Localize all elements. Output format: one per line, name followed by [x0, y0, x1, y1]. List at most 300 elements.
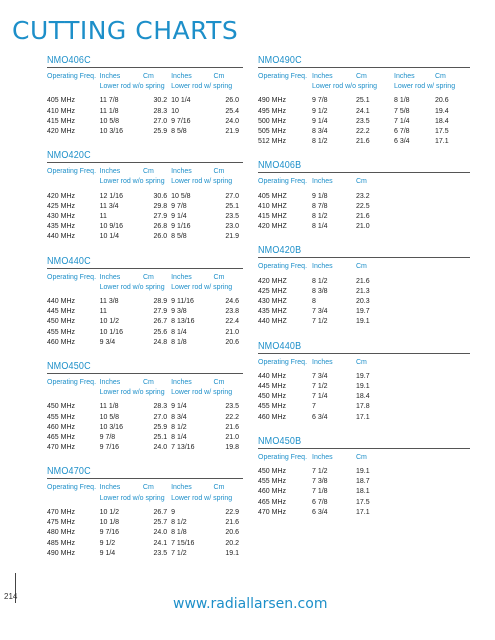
- table-cell: 405 MHz: [47, 97, 76, 105]
- table-cell: 10 1/16: [99, 328, 123, 336]
- chart-section-nmo440b: [258, 341, 470, 423]
- table-cell: 8 1/4: [171, 434, 187, 442]
- table-cell: 9 11/16: [171, 298, 194, 306]
- cutting-table: [258, 177, 394, 232]
- table-cell: 7 3/4: [312, 372, 328, 380]
- table-cell: 7 1/8: [312, 488, 328, 496]
- header-row: [258, 358, 394, 368]
- table-cell: 460 MHz: [47, 423, 76, 431]
- column-header: Operating Freq.: [47, 273, 97, 281]
- table-cell: 9 7/8: [171, 202, 187, 210]
- column-subheader: Lower rod w/o spring: [99, 494, 165, 502]
- table-row: [47, 96, 243, 106]
- table-cell: 17.8: [356, 403, 370, 411]
- table-row: [47, 328, 243, 338]
- table-cell: 19.8: [225, 444, 239, 452]
- table-row: [47, 402, 243, 412]
- table-cell: 8 1/8: [171, 529, 187, 537]
- table-row: [258, 307, 394, 317]
- table-cell: 7 1/2: [312, 318, 328, 326]
- table-cell: 10 1/2: [99, 318, 120, 326]
- column-header: Cm: [142, 168, 154, 176]
- table-cell: 505 MHz: [258, 128, 287, 136]
- table-cell: 25.1: [153, 434, 168, 442]
- table-cell: 25.7: [153, 519, 168, 527]
- cutting-table: [47, 273, 243, 348]
- subheader-row: [47, 388, 243, 398]
- table-cell: 23.5: [356, 117, 370, 125]
- table-cell: 25.1: [225, 202, 239, 210]
- section-title-text: NMO440B: [258, 340, 302, 352]
- header-row: [258, 72, 470, 82]
- column-subheader: [258, 82, 312, 92]
- column-header: Operating Freq.: [258, 178, 308, 186]
- table-row: [258, 117, 470, 127]
- table-cell: 23.8: [225, 308, 239, 316]
- table-row: [258, 402, 394, 412]
- table-cell: 8 1/4: [312, 223, 328, 231]
- section-title: [47, 55, 243, 68]
- table-row: [258, 107, 470, 117]
- table-cell: 420 MHZ: [258, 277, 287, 285]
- table-cell: 9 1/4: [171, 213, 187, 221]
- table-cell: 19.1: [356, 468, 370, 476]
- website-link[interactable]: www.radiallarsen.com: [173, 596, 328, 612]
- table-cell: 30.2: [153, 97, 168, 105]
- column-header: Cm: [356, 73, 367, 80]
- column-header: Cm: [142, 73, 154, 80]
- column-header: Operating Freq.: [47, 168, 97, 176]
- table-cell: 475 MHz: [47, 519, 76, 527]
- table-row: [47, 508, 243, 518]
- table-cell: 440 MHz: [47, 233, 76, 241]
- table-cell: 28.3: [153, 107, 168, 115]
- table-cell: 21.6: [225, 519, 239, 527]
- table-cell: 415 MHz: [47, 117, 76, 125]
- section-title: [47, 150, 243, 163]
- table-cell: 8 7/8: [312, 202, 328, 210]
- column-subheader: [47, 177, 100, 187]
- table-cell: 27.0: [153, 117, 168, 125]
- table-cell: 24.1: [153, 539, 168, 547]
- column-header: Operating Freq.: [47, 73, 97, 80]
- table-cell: 25.9: [153, 128, 168, 136]
- column-header: Cm: [435, 73, 446, 80]
- table-cell: 17.1: [435, 138, 449, 146]
- table-cell: 11 7/8: [99, 97, 119, 105]
- section-title-text: NMO470C: [47, 466, 91, 478]
- table-cell: 18.7: [356, 478, 370, 486]
- table-cell: 21.6: [356, 213, 370, 221]
- column-header: Inches: [171, 168, 192, 176]
- column-subheader: Lower rod w/ spring: [171, 494, 233, 502]
- table-cell: 460 MHz: [258, 488, 287, 496]
- table-cell: 21.9: [225, 233, 239, 241]
- table-cell: 420 MHz: [47, 192, 76, 200]
- table-cell: 420 MHz: [47, 128, 76, 136]
- section-title-text: NMO420C: [47, 150, 91, 162]
- table-row: [47, 413, 243, 423]
- table-row: [47, 192, 243, 202]
- table-cell: 20.3: [356, 298, 370, 306]
- table-row: [47, 317, 243, 327]
- table-cell: 10 9/16: [99, 223, 123, 231]
- column-subheader: Lower rod w/ spring: [171, 178, 233, 186]
- table-cell: 18.4: [435, 117, 449, 125]
- table-cell: 9 1/8: [312, 192, 328, 200]
- column-header: Cm: [213, 484, 225, 492]
- table-cell: 460 MHz: [47, 338, 76, 346]
- table-cell: 22.2: [225, 413, 239, 421]
- subheader-row: [258, 82, 470, 92]
- column-header: Inches: [312, 73, 333, 80]
- column-subheader: Lower rod w/ spring: [171, 283, 233, 291]
- table-cell: 8 1/2: [171, 519, 187, 527]
- table-cell: 23.0: [225, 223, 239, 231]
- column-header: Operating Freq.: [258, 453, 308, 461]
- table-cell: 7 1/2: [171, 549, 187, 557]
- table-cell: 8 3/8: [312, 287, 328, 295]
- cutting-table: [258, 72, 470, 147]
- column-header: Cm: [356, 358, 367, 366]
- table-row: [47, 127, 243, 137]
- column-subheader: Lower rod w/ spring: [171, 83, 233, 91]
- table-cell: 445 MHz: [47, 308, 76, 316]
- table-cell: 8 1/2: [312, 213, 328, 221]
- table-row: [258, 477, 394, 487]
- table-cell: 455 MHz: [258, 403, 287, 411]
- table-cell: 11 1/8: [99, 403, 119, 411]
- chart-section-nmo470c: [47, 466, 243, 558]
- table-cell: 25.4: [225, 107, 239, 115]
- table-cell: 450 MHz: [47, 318, 76, 326]
- table-cell: 23.5: [153, 549, 168, 557]
- table-row: [258, 372, 394, 382]
- cutting-table: [47, 378, 243, 453]
- table-cell: 18.4: [356, 393, 370, 401]
- section-title: [258, 436, 470, 449]
- table-cell: 7 3/8: [312, 478, 328, 486]
- table-cell: 8 3/4: [312, 128, 328, 136]
- table-cell: 465 MHz: [258, 498, 287, 506]
- table-row: [258, 277, 394, 287]
- subheader-row: [47, 177, 243, 187]
- table-cell: 23.5: [225, 403, 239, 411]
- column-header: Cm: [213, 73, 225, 80]
- section-title-text: NMO440C: [47, 255, 91, 267]
- table-cell: 9 1/4: [171, 403, 187, 411]
- column-header: Cm: [356, 263, 367, 271]
- table-cell: 7 5/8: [394, 107, 410, 115]
- table-cell: 27.9: [153, 213, 168, 221]
- header-row: [258, 262, 394, 272]
- column-header: Inches: [99, 168, 121, 176]
- table-cell: 6 3/4: [312, 508, 328, 516]
- table-cell: 8 1/8: [171, 338, 187, 346]
- table-cell: 440 MHz: [47, 298, 76, 306]
- table-cell: 25.1: [356, 97, 370, 105]
- table-cell: 26.7: [153, 508, 168, 516]
- table-cell: 430 MHz: [47, 213, 76, 221]
- table-cell: 9 1/2: [99, 539, 116, 547]
- left-column: [47, 55, 243, 572]
- table-cell: 7 15/16: [171, 539, 195, 547]
- cutting-table: [258, 453, 394, 518]
- chart-section-nmo420b: [258, 245, 470, 327]
- cutting-table: [258, 358, 394, 423]
- table-cell: 18.1: [356, 488, 370, 496]
- column-header: Inches: [171, 273, 192, 281]
- table-cell: 23.5: [225, 213, 239, 221]
- cutting-table: [47, 167, 243, 242]
- column-header: Cm: [213, 379, 225, 387]
- table-cell: 6 7/8: [312, 498, 328, 506]
- table-row: [258, 317, 394, 327]
- table-cell: 455 MHz: [258, 478, 287, 486]
- table-cell: 21.6: [225, 423, 239, 431]
- table-cell: 7 1/2: [312, 383, 328, 391]
- table-cell: 435 MHZ: [258, 308, 287, 316]
- table-cell: 415 MHZ: [258, 213, 287, 221]
- table-cell: 420 MHZ: [258, 223, 287, 231]
- table-cell: 26.0: [153, 233, 168, 241]
- table-cell: 9 7/16: [171, 117, 191, 125]
- column-header: Inches: [171, 484, 192, 492]
- column-header: Cm: [356, 178, 367, 186]
- table-cell: 22.9: [225, 508, 239, 516]
- page-number: 214: [4, 592, 18, 601]
- table-cell: 470 MHz: [258, 508, 287, 516]
- table-cell: 435 MHz: [47, 223, 76, 231]
- table-row: [258, 192, 394, 202]
- table-cell: 20.6: [435, 97, 449, 105]
- table-cell: 11 1/8: [99, 107, 119, 115]
- table-cell: 8 13/16: [171, 318, 195, 326]
- table-cell: 20.6: [225, 338, 239, 346]
- table-cell: 9 1/4: [312, 117, 328, 125]
- table-cell: 19.7: [356, 308, 370, 316]
- header-row: [47, 167, 243, 177]
- table-cell: 445 MHz: [258, 383, 287, 391]
- table-cell: 26.7: [153, 318, 168, 326]
- table-cell: 7 1/4: [312, 393, 328, 401]
- subheader-row: [47, 494, 243, 504]
- header-row: [47, 273, 243, 283]
- header-row: [47, 483, 243, 493]
- table-cell: 19.1: [356, 383, 370, 391]
- column-subheader: Lower rod w/o spring: [99, 283, 165, 291]
- table-cell: 8 5/8: [171, 128, 187, 136]
- column-header: Inches: [312, 453, 333, 461]
- column-header: Cm: [213, 168, 225, 176]
- table-cell: 20.2: [225, 539, 239, 547]
- column-header: Inches: [99, 484, 121, 492]
- section-title-text: NMO406C: [47, 55, 91, 66]
- table-cell: 9 7/8: [312, 97, 328, 105]
- table-cell: 425 MHZ: [258, 287, 287, 295]
- section-title: [47, 361, 243, 374]
- section-title-text: NMO406B: [258, 160, 302, 172]
- section-title: [258, 55, 470, 68]
- table-cell: 6 3/4: [312, 413, 328, 421]
- table-cell: 10 5/8: [99, 117, 120, 125]
- table-cell: 19.1: [225, 549, 239, 557]
- table-row: [258, 222, 394, 232]
- section-title: [47, 466, 243, 479]
- table-cell: 8 1/4: [171, 328, 187, 336]
- table-row: [47, 222, 243, 232]
- table-cell: 450 MHz: [258, 393, 287, 401]
- column-subheader: Lower rod w/ spring: [394, 83, 456, 91]
- table-cell: 512 MHz: [258, 138, 287, 146]
- table-cell: 490 MHz: [47, 549, 76, 557]
- table-cell: 27.0: [153, 413, 168, 421]
- table-cell: 9 1/4: [99, 549, 116, 557]
- table-cell: 485 MHz: [47, 539, 76, 547]
- table-row: [47, 549, 243, 559]
- table-cell: 8 1/2: [312, 138, 328, 146]
- header-row: [47, 72, 243, 82]
- table-cell: 9 1/2: [312, 107, 328, 115]
- table-cell: 9: [171, 508, 175, 516]
- table-cell: 495 MHz: [258, 107, 287, 115]
- table-row: [258, 382, 394, 392]
- column-subheader: Lower rod w/o spring: [99, 178, 165, 186]
- table-cell: 10 3/16: [99, 423, 123, 431]
- column-subheader: [47, 494, 100, 504]
- table-row: [47, 433, 243, 443]
- table-cell: 17.1: [356, 413, 370, 421]
- table-cell: 7 1/4: [394, 117, 410, 125]
- table-cell: 470 MHz: [47, 508, 76, 516]
- table-cell: 17.5: [356, 498, 370, 506]
- table-cell: 28.9: [153, 298, 168, 306]
- table-cell: 22.5: [356, 202, 370, 210]
- table-cell: 9 7/16: [99, 444, 120, 452]
- header-row: [258, 453, 394, 463]
- table-cell: 8 1/8: [394, 97, 410, 105]
- table-cell: 27.0: [225, 192, 239, 200]
- table-cell: 425 MHz: [47, 202, 76, 210]
- chart-section-nmo440c: [47, 256, 243, 348]
- table-row: [47, 539, 243, 549]
- table-cell: 21.0: [225, 434, 239, 442]
- table-cell: 21.6: [356, 277, 370, 285]
- column-header: Operating Freq.: [47, 484, 97, 492]
- table-cell: 17.5: [435, 128, 449, 136]
- table-cell: 22.2: [356, 128, 370, 136]
- column-header: Inches: [99, 379, 121, 387]
- column-header: Inches: [312, 263, 333, 271]
- section-title-text: NMO490C: [258, 55, 302, 66]
- table-cell: 10 5/8: [99, 413, 120, 421]
- table-cell: 21.9: [225, 128, 239, 136]
- chart-section-nmo406b: [258, 160, 470, 232]
- column-header: Inches: [394, 73, 415, 80]
- table-cell: 11 3/8: [99, 298, 119, 306]
- table-cell: 29.8: [153, 202, 168, 210]
- section-title: [47, 256, 243, 269]
- table-cell: 9 7/8: [99, 434, 116, 442]
- table-cell: 24.1: [356, 107, 370, 115]
- table-cell: 450 MHz: [258, 468, 287, 476]
- table-cell: 10 1/4: [171, 97, 191, 105]
- table-cell: 405 MHZ: [258, 192, 287, 200]
- table-cell: 12 1/16: [99, 192, 123, 200]
- table-row: [47, 202, 243, 212]
- table-cell: 21.6: [356, 138, 370, 146]
- subheader-row: [47, 82, 243, 92]
- table-cell: 7 3/4: [312, 308, 328, 316]
- section-title: [258, 245, 470, 258]
- table-row: [258, 96, 470, 106]
- table-row: [47, 423, 243, 433]
- header-row: [258, 177, 394, 187]
- table-cell: 480 MHz: [47, 529, 76, 537]
- table-cell: 7 13/16: [171, 444, 195, 452]
- column-header: Operating Freq.: [258, 358, 308, 366]
- table-row: [47, 518, 243, 528]
- table-cell: 22.4: [225, 318, 239, 326]
- table-row: [258, 202, 394, 212]
- section-title: [258, 160, 470, 173]
- table-row: [47, 232, 243, 242]
- table-row: [258, 127, 470, 137]
- table-cell: 11: [99, 308, 107, 316]
- cutting-table: [258, 262, 394, 327]
- page-title: CUTTING CHARTS: [12, 16, 239, 45]
- column-header: Cm: [142, 484, 154, 492]
- column-header: Inches: [171, 73, 192, 80]
- column-subheader: [47, 388, 100, 398]
- table-cell: 465 MHz: [47, 434, 76, 442]
- table-cell: 23.2: [356, 192, 370, 200]
- table-cell: 24.0: [225, 117, 239, 125]
- section-title-text: NMO450C: [47, 361, 91, 373]
- chart-section-nmo406c: [47, 55, 243, 137]
- column-subheader: Lower rod w/o spring: [99, 83, 165, 91]
- table-row: [47, 528, 243, 538]
- column-header: Inches: [312, 358, 333, 366]
- table-cell: 8 1/2: [312, 277, 328, 285]
- table-cell: 430 MHZ: [258, 298, 287, 306]
- cutting-table: [47, 483, 243, 558]
- table-cell: 8 1/2: [171, 423, 187, 431]
- table-row: [47, 212, 243, 222]
- table-cell: 440 MHZ: [258, 318, 287, 326]
- table-cell: 20.6: [225, 529, 239, 537]
- table-cell: 9 7/16: [99, 529, 120, 537]
- table-cell: 10: [171, 107, 179, 115]
- column-header: Cm: [356, 453, 367, 461]
- column-header: Inches: [99, 73, 121, 80]
- table-cell: 455 MHz: [47, 328, 76, 336]
- column-header: Operating Freq.: [47, 379, 97, 387]
- table-cell: 410 MHz: [47, 107, 76, 115]
- table-cell: 455 MHz: [47, 413, 76, 421]
- section-title-text: NMO420B: [258, 245, 302, 257]
- table-cell: 24.0: [153, 529, 168, 537]
- table-cell: 27.9: [153, 308, 168, 316]
- table-cell: 8 5/8: [171, 233, 187, 241]
- table-cell: 25.9: [153, 423, 168, 431]
- right-column: [258, 55, 470, 531]
- table-row: [47, 117, 243, 127]
- table-cell: 10 1/8: [99, 519, 120, 527]
- table-cell: 21.0: [356, 223, 370, 231]
- table-row: [47, 338, 243, 348]
- column-header: Inches: [171, 379, 192, 387]
